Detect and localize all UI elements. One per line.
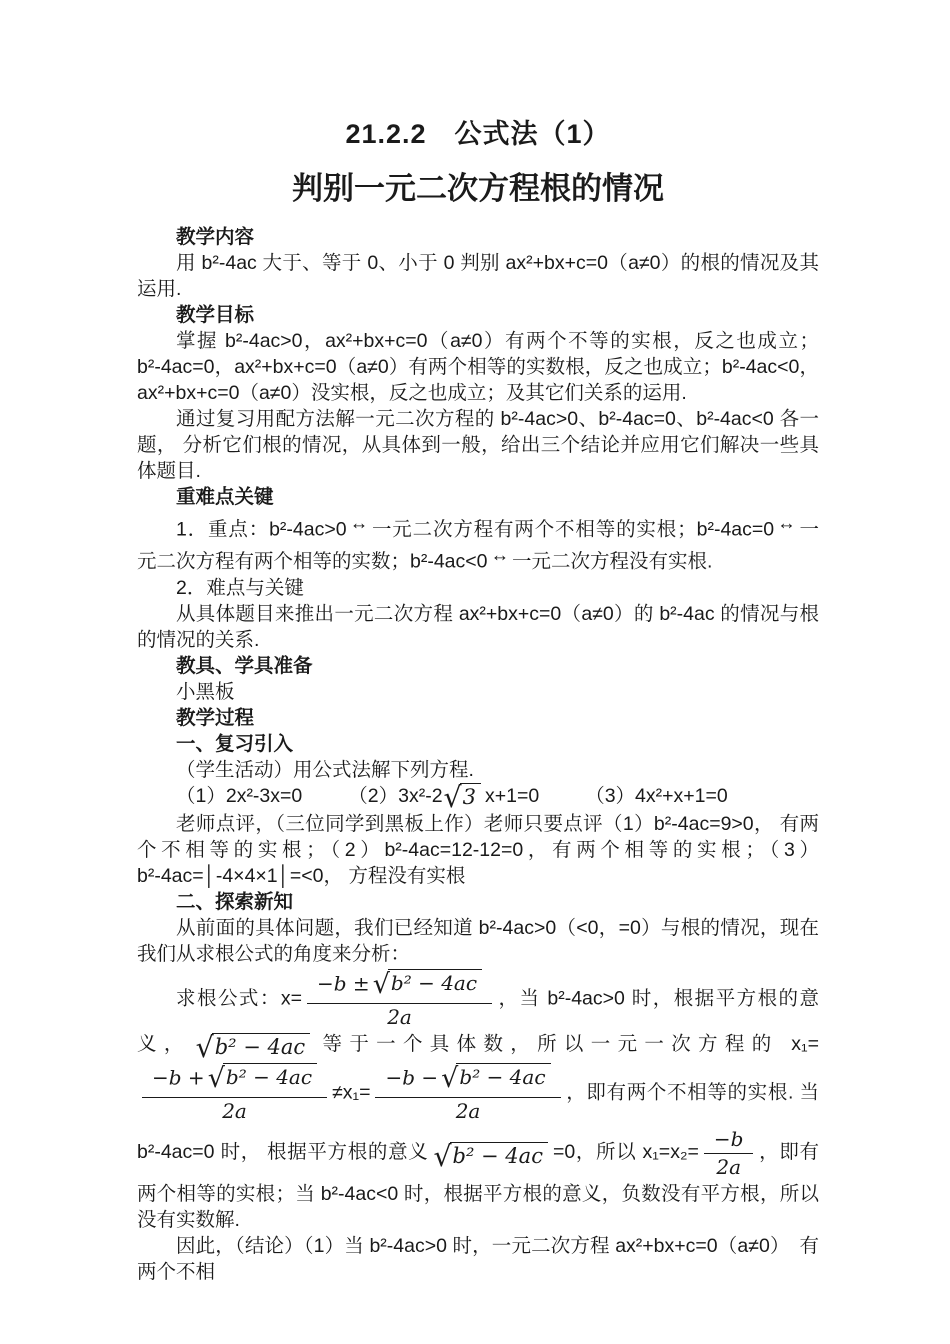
sqrt-sign: √	[441, 1062, 457, 1094]
lesson-title: 21.2.2 公式法（1）	[345, 119, 611, 149]
key-point-text-3: 一元二次方程有两个相等的实数；b²-4ac<0	[137, 518, 819, 573]
para-difficulty: 2．难点与关键	[176, 576, 304, 599]
heading-explore-new: 二、探索新知	[176, 890, 294, 913]
formula-equals-zero-text: =0，所以 x₁=x₂=	[552, 1141, 699, 1164]
sqrt-sign: √	[195, 1030, 212, 1064]
radicand: b² − 4ac	[212, 1033, 310, 1059]
equation-2-suffix: x+1=0	[484, 784, 540, 807]
numerator	[375, 1063, 560, 1097]
sqrt-sign: √	[372, 968, 388, 1000]
radicand: b² − 4ac	[456, 1063, 550, 1089]
numerator	[307, 969, 492, 1003]
equation-2-prefix: （2）3x²-2	[348, 784, 443, 807]
key-point-text-4: 一元二次方程没有实根.	[512, 550, 713, 573]
sqrt-radical	[208, 1063, 317, 1095]
double-arrow-symbol: ↔	[349, 512, 369, 533]
equation-2	[348, 780, 540, 814]
denominator: 2a	[375, 1097, 560, 1123]
lesson-subtitle: 判别一元二次方程根的情况	[292, 171, 664, 206]
fraction-root-minus	[375, 1063, 560, 1123]
equation-3: （3）4x²+x+1=0	[585, 784, 728, 807]
formula-tail-text: ，即有两个相等的实根；当 b²-4ac<0 时，根据平方根的意义，负数没有平方根，所以没有实数解.	[137, 1141, 819, 1232]
formula-two-roots-text: ，即有两个不相等的实根. 当 b²-4ac=0 时， 根据平方根的意义	[137, 1081, 819, 1164]
para-student-activity: （学生活动）用公式法解下列方程.	[176, 758, 474, 781]
heading-review-intro: 一、复习引入	[176, 732, 294, 755]
fraction-neg-b-over-2a	[704, 1127, 754, 1179]
numerator	[142, 1063, 327, 1097]
sqrt-sign: √	[207, 1062, 223, 1094]
radicand: 3	[460, 783, 481, 809]
sqrt-radical	[441, 1063, 550, 1095]
denominator: 2a	[307, 1003, 492, 1029]
heading-key-points: 重难点关键	[176, 486, 274, 508]
formula-not-equal-text: ≠x₁=	[332, 1081, 371, 1104]
denominator: 2a	[704, 1153, 754, 1179]
radicand: b² − 4ac	[223, 1063, 317, 1089]
para-teacher-comment: 老师点评，（三位同学到黑板上作）老师只要点评（1）b²-4ac=9>0， 有两个不相等的实根；（2）b²-4ac=12-12=0，有两个相等的实根；（3）b²-4ac=│-4×4×1│=<0， 方程没有实根	[137, 812, 819, 887]
sqrt-radical	[443, 780, 481, 814]
key-point-text-1: 1．重点：b²-4ac>0	[176, 518, 347, 541]
heading-tools: 教具、学具准备	[176, 654, 313, 677]
heading-teaching-content: 教学内容	[176, 226, 255, 248]
para-conclusion: 因此，（结论）（1）当 b²-4ac>0 时，一元二次方程 ax²+bx+c=0（a≠0） 有两个不相	[137, 1235, 819, 1284]
heading-teaching-goals: 教学目标	[176, 304, 255, 326]
practice-equations-row	[137, 780, 819, 814]
numerator-prefix: −b −	[385, 1065, 439, 1090]
sqrt-radical	[373, 969, 482, 1001]
fraction-root-plus	[142, 1063, 327, 1123]
para-blackboard: 小黑板	[176, 680, 235, 703]
denominator: 2a	[142, 1097, 327, 1123]
para-key-points	[137, 510, 819, 575]
formula-lead-text: 求根公式：x=	[176, 987, 302, 1010]
radicand: b² − 4ac	[450, 1142, 548, 1168]
key-point-text-2: 一元二次方程有两个不相等的实根；b²-4ac=0	[371, 518, 775, 541]
sqrt-radical	[195, 1030, 311, 1064]
fraction-quadratic-formula	[307, 969, 492, 1029]
formula-when-positive-text: ，当 b²-4ac>0 时，根据平方根的意义，	[137, 987, 820, 1056]
double-arrow-symbol: ↔	[777, 512, 796, 533]
heading-teaching-process: 教学过程	[176, 706, 255, 729]
sqrt-sign: √	[433, 1139, 450, 1173]
formula-equals-text: 等于一个具体数，所以一元一次方程的 x₁=	[315, 1033, 819, 1056]
sqrt-sign: √	[443, 780, 460, 814]
radicand: b² − 4ac	[388, 969, 482, 995]
equation-1: （1）2x²-3x=0	[176, 784, 303, 807]
double-arrow-symbol: ↔	[490, 544, 510, 566]
numerator-prefix: −b +	[152, 1065, 205, 1090]
numerator: −b	[713, 1127, 744, 1152]
numerator-prefix: −b ±	[317, 971, 370, 996]
para-goal-review: 通过复习用配方法解一元二次方程的 b²-4ac>0、b²-4ac=0、b²-4ac<0 各一题， 分析它们根的情况，从具体到一般，给出三个结论并应用它们解决一些具体题目.	[137, 408, 819, 482]
para-teaching-content: 用 b²-4ac 大于、等于 0、小于 0 判别 ax²+bx+c=0（a≠0）的根的情况及其运用.	[137, 252, 819, 300]
document-body	[137, 224, 819, 1285]
para-derive-relation: 从具体题目来推出一元二次方程 ax²+bx+c=0（a≠0）的 b²-4ac 的情况与根的情况的关系.	[137, 602, 819, 651]
para-goal-mastery: 掌握 b²-4ac>0，ax²+bx+c=0（a≠0）有两个不等的实根，反之也成立；b²-4ac=0，ax²+bx+c=0（a≠0）有两个相等的实数根，反之也成立；b²-4ac<0，ax²+bx+c=0（a≠0）没实根，反之也成立；及其它们关系的运用.	[137, 330, 819, 404]
sqrt-radical	[433, 1139, 548, 1173]
para-known-cases: 从前面的具体问题，我们已经知道 b²-4ac>0（<0，=0）与根的情况，现在我们从求根公式的角度来分析：	[137, 916, 819, 965]
para-formula-analysis	[137, 967, 819, 1234]
